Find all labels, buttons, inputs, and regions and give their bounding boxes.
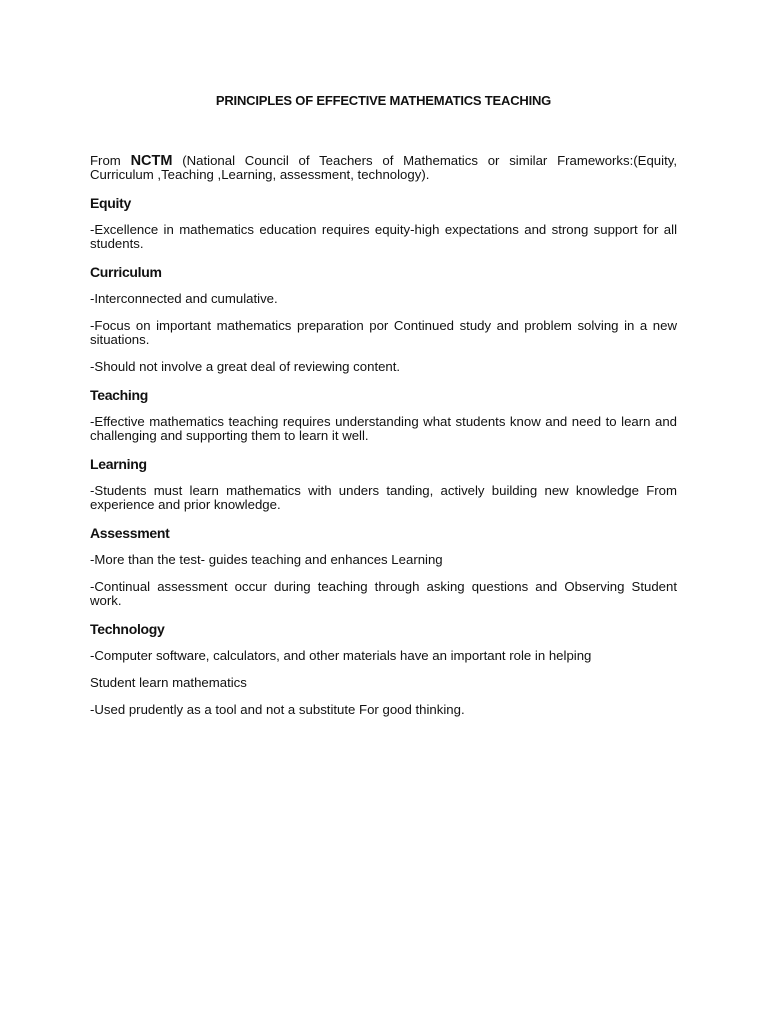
document-page — [90, 0, 677, 1024]
section-equity — [90, 195, 677, 251]
section-paragraph: -Excellence in mathematics education requires equity-high expectations and strong support for all students. — [90, 222, 677, 251]
document-title: PRINCIPLES OF EFFECTIVE MATHEMATICS TEACHING — [215, 93, 552, 108]
section-heading: Equity — [90, 195, 131, 211]
section-paragraph: -Computer software, calculators, and other materials have an important role in helping — [90, 648, 592, 663]
section-paragraph: -More than the test- guides teaching and enhances Learning — [90, 552, 443, 567]
section-heading: Technology — [90, 621, 165, 637]
section-heading: Learning — [90, 456, 147, 472]
section-paragraph: -Should not involve a great deal of reviewing content. — [90, 359, 401, 374]
section-paragraph: -Effective mathematics teaching requires understanding what students know and need to learn and challenging and supporting them to learn it well. — [90, 414, 677, 443]
section-paragraph: -Used prudently as a tool and not a substitute For good thinking. — [90, 702, 465, 717]
section-assessment — [90, 525, 677, 608]
sections-container — [90, 195, 677, 730]
intro-paragraph — [90, 154, 677, 182]
section-heading: Teaching — [90, 387, 149, 403]
section-paragraph: -Continual assessment occur during teaching through asking questions and Observing Student work. — [90, 579, 677, 608]
section-heading: Curriculum — [90, 264, 162, 280]
section-technology — [90, 621, 677, 717]
section-heading: Assessment — [90, 525, 170, 541]
intro-prefix: From — [90, 153, 131, 168]
intro-acronym: NCTM — [130, 153, 173, 169]
section-paragraph: -Students must learn mathematics with unders tanding, actively building new knowledge From experience and prior knowledge. — [90, 483, 677, 512]
section-curriculum — [90, 264, 677, 374]
section-paragraph: -Focus on important mathematics preparation por Continued study and problem solving in a new situations. — [90, 318, 677, 347]
section-paragraph: -Interconnected and cumulative. — [90, 291, 278, 306]
section-teaching — [90, 387, 677, 443]
section-learning — [90, 456, 677, 512]
intro-rest: (National Council of Teachers of Mathematics or similar Frameworks:(Equity, Curriculum ,Teaching ,Learning, assessment, technology). — [90, 153, 678, 182]
section-paragraph: Student learn mathematics — [90, 675, 247, 690]
